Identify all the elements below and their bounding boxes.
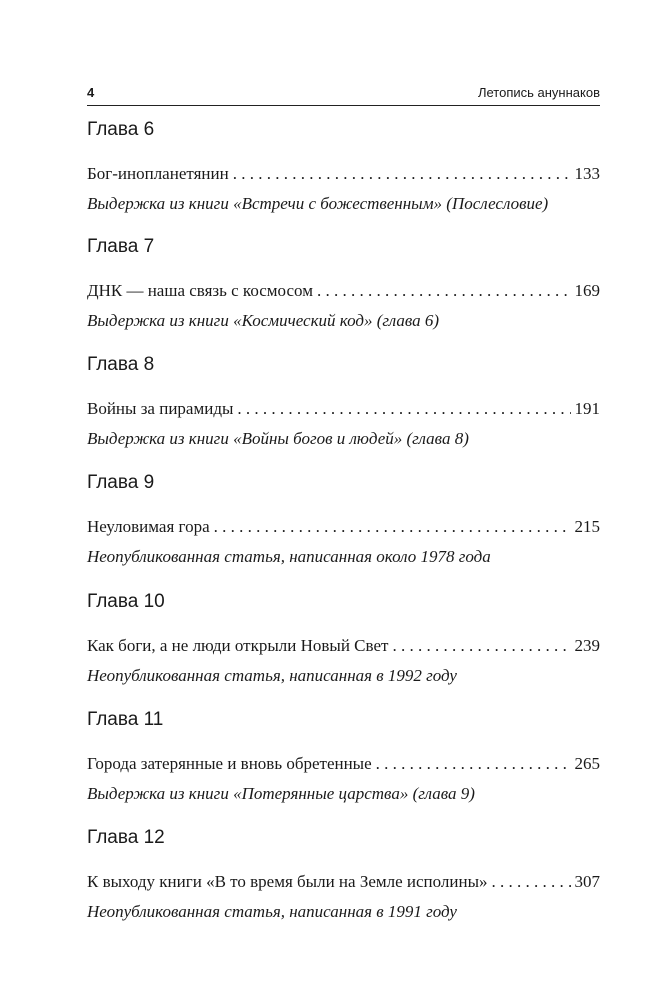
running-header [87, 83, 600, 106]
dot-leader [492, 870, 571, 894]
dot-leader [233, 162, 571, 186]
dot-leader [317, 279, 571, 303]
chapter-section [87, 118, 600, 216]
entry-page-number: 215 [574, 517, 600, 536]
entry-title: Войны за пирамиды [87, 399, 234, 418]
toc-entry[interactable] [87, 397, 600, 421]
running-title: Летопись ануннаков [477, 85, 600, 100]
toc-entry[interactable] [87, 162, 600, 186]
dot-leader [237, 397, 570, 421]
entry-page-number: 191 [574, 399, 600, 418]
chapter-title: Глава 9 [87, 472, 155, 493]
entry-title: К выходу книги «В то время были на Земле исполины» [87, 872, 488, 891]
page-number: 4 [87, 85, 95, 100]
entry-source: Выдержка из книги «Войны богов и людей» (глава 8) [87, 429, 469, 448]
chapter-section [87, 353, 600, 451]
entry-page-number: 307 [574, 872, 600, 891]
chapter-title: Глава 6 [87, 119, 155, 140]
dot-leader [214, 515, 571, 539]
chapter-section [87, 708, 600, 806]
chapter-title: Глава 8 [87, 354, 155, 375]
chapter-section [87, 826, 600, 924]
entry-source: Выдержка из книги «Потерянные царства» (глава 9) [87, 784, 475, 803]
entry-source: Неопубликованная статья, написанная около 1978 года [87, 547, 491, 566]
entry-source: Выдержка из книги «Космический код» (глава 6) [87, 311, 440, 330]
entry-page-number: 133 [574, 164, 600, 183]
chapter-section [87, 235, 600, 333]
toc-entry[interactable] [87, 870, 600, 894]
entry-source: Неопубликованная статья, написанная в 1992 году [87, 666, 457, 685]
entry-title: Города затерянные и вновь обретенные [87, 754, 372, 773]
entry-title: ДНК — наша связь с космосом [87, 281, 313, 300]
chapter-title: Глава 7 [87, 236, 155, 257]
entry-source: Выдержка из книги «Встречи с божественным» (Послесловие) [87, 194, 549, 213]
entry-page-number: 169 [574, 281, 600, 300]
entry-title: Неуловимая гора [87, 517, 210, 536]
toc-entry[interactable] [87, 634, 600, 658]
entry-title: Бог-инопланетянин [87, 164, 229, 183]
dot-leader [376, 752, 571, 776]
toc-entry[interactable] [87, 515, 600, 539]
dot-leader [392, 634, 570, 658]
entry-page-number: 239 [574, 636, 600, 655]
chapter-title: Глава 11 [87, 709, 164, 730]
chapter-section [87, 471, 600, 569]
entry-page-number: 265 [574, 754, 600, 773]
entry-source: Неопубликованная статья, написанная в 1991 году [87, 902, 457, 921]
chapter-section [87, 590, 600, 688]
toc-entry[interactable] [87, 752, 600, 776]
chapter-title: Глава 12 [87, 827, 165, 848]
chapter-title: Глава 10 [87, 591, 165, 612]
entry-title: Как боги, а не люди открыли Новый Свет [87, 636, 389, 655]
toc-entry[interactable] [87, 279, 600, 303]
